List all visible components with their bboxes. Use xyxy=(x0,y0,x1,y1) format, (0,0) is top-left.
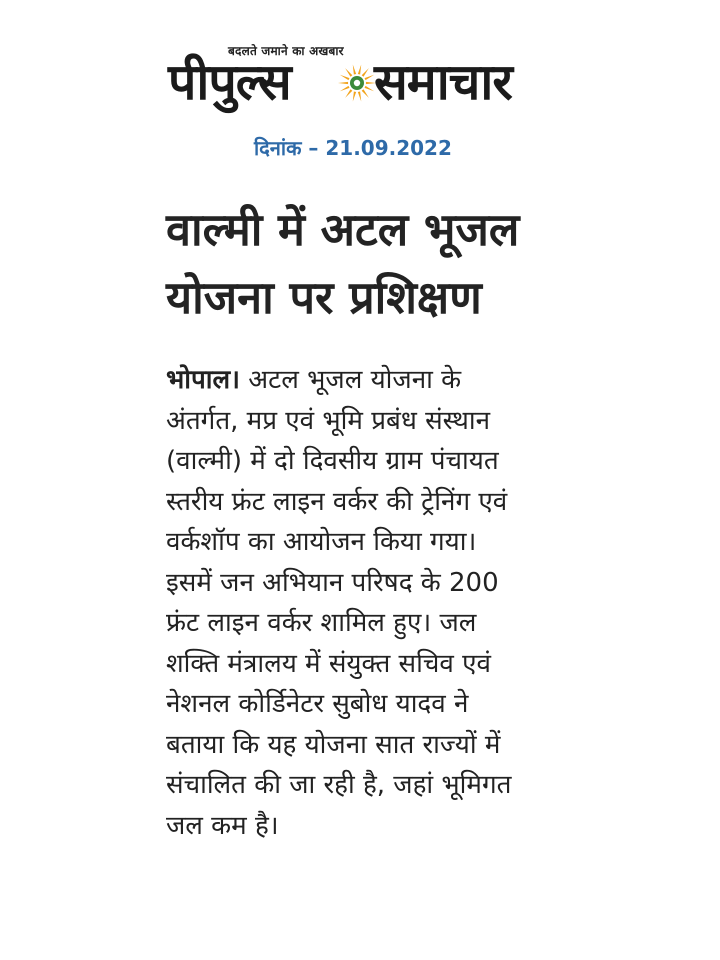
body-line: बताया कि यह योजना सात राज्यों में xyxy=(166,729,501,760)
body-line: संचालित की जा रही है, जहां भूमिगत xyxy=(166,770,512,800)
body-line: शक्ति मंत्रालय में संयुक्त सचिव एवं xyxy=(166,648,491,679)
emblem-ray xyxy=(358,64,361,74)
body-line xyxy=(166,360,596,401)
publication-date: दिनांक – 21.09.2022 xyxy=(254,136,452,160)
headline-line: योजना पर प्रशिक्षण xyxy=(166,271,482,324)
body-line: (वाल्मी) में दो दिवसीय ग्राम पंचायत xyxy=(166,446,499,476)
emblem-ray xyxy=(338,82,348,84)
emblem-ray xyxy=(345,89,352,98)
emblem-ray xyxy=(365,75,375,80)
body-line: अंतर्गत, मप्र एवं भूमि प्रबंध संस्थान xyxy=(166,405,491,436)
article-headline xyxy=(166,196,606,332)
dateline-place: भोपाल। xyxy=(166,365,240,395)
masthead-name-left: पीपुल्स xyxy=(168,53,291,111)
newspaper-masthead xyxy=(168,38,558,118)
article-body xyxy=(166,360,596,846)
emblem-ray xyxy=(353,64,356,74)
body-line: जल कम है। xyxy=(166,810,279,841)
emblem-ray xyxy=(353,91,356,101)
emblem-ray xyxy=(362,89,369,98)
headline-line: वाल्मी में अटल भूजल xyxy=(166,203,520,256)
body-line: स्तरीय फ्रंट लाइन वर्कर की ट्रेनिंग एवं xyxy=(166,486,508,517)
body-line-text: अटल भूजल योजना के xyxy=(240,365,462,395)
body-line: इसमें जन अभियान परिषद के 200 xyxy=(166,567,499,598)
emblem-ray xyxy=(340,75,350,80)
body-line: नेशनल कोर्डिनेटर सुबोध यादव ने xyxy=(166,689,469,719)
emblem-ray xyxy=(340,86,350,91)
emblem-ray xyxy=(345,68,352,77)
masthead-name-right: समाचार xyxy=(374,53,512,111)
sunburst-emblem-icon xyxy=(336,62,378,102)
masthead-tagline: बदलते जमाने का अखबार xyxy=(228,44,344,58)
emblem-ray xyxy=(362,68,369,77)
body-line: वर्कशॉप का आयोजन किया गया। xyxy=(166,527,477,557)
emblem-ray xyxy=(358,91,361,101)
body-line: फ्रंट लाइन वर्कर शामिल हुए। जल xyxy=(166,608,477,638)
emblem-ray xyxy=(365,86,375,91)
